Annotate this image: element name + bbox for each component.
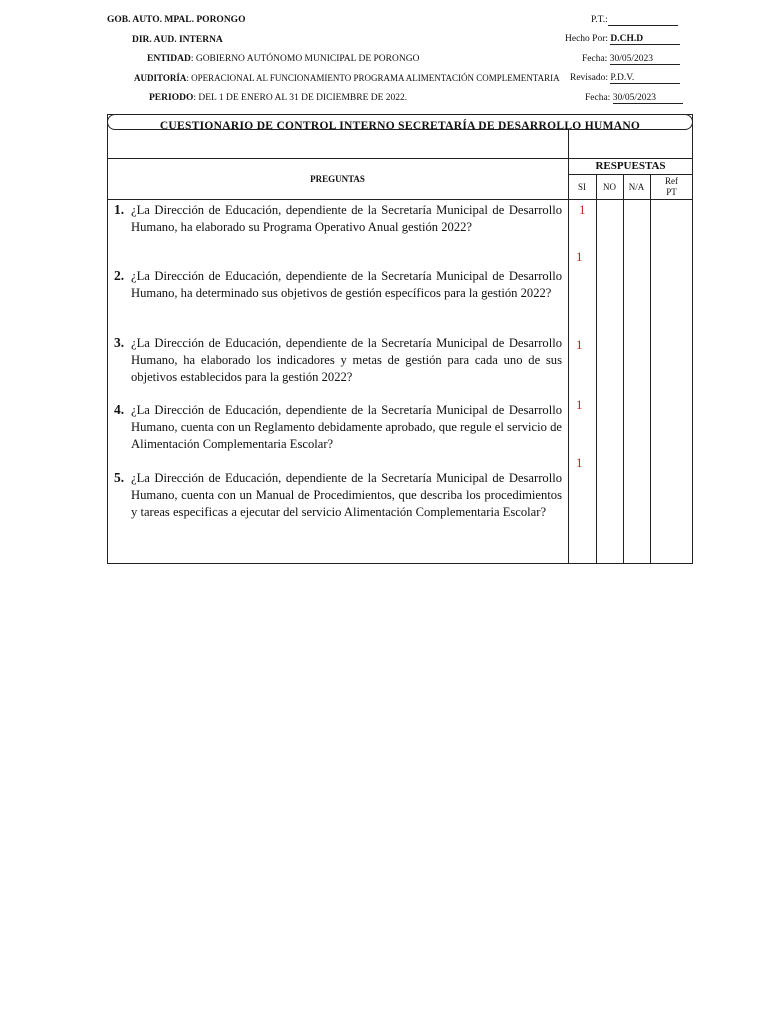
question-number: 4. — [114, 402, 125, 417]
column-divider — [623, 174, 624, 564]
table-divider — [568, 174, 693, 175]
question-text: ¿La Dirección de Educación, dependiente de la Secretaría Municipal de Desarrollo Humano, cuenta con un Manual de Procedimientos, que describa los procedimientos y tareas especificas a ejecutar del servicio Alimentación Complementaria Escolar? — [131, 471, 562, 519]
answer-si-mark: 1 — [576, 397, 583, 412]
table-title: CUESTIONARIO DE CONTROL INTERNO SECRETARÍA DE DESARROLLO HUMANO — [159, 120, 641, 132]
auditoria-line: AUDITORÍA: OPERACIONAL AL FUNCIONAMIENTO PROGRAMA ALIMENTACIÓN COMPLEMENTARIA — [134, 73, 560, 83]
question-row — [114, 402, 562, 452]
column-divider — [650, 174, 651, 564]
question-text: ¿La Dirección de Educación, dependiente de la Secretaría Municipal de Desarrollo Humano, cuenta con un Reglamento debidamente aprobado, que regule el servicio de Alimentación Complementaria Escolar? — [131, 403, 562, 451]
revisado-field: Revisado: P.D.V. — [570, 73, 680, 84]
column-divider — [596, 174, 597, 564]
periodo-line: PERIODO: DEL 1 DE ENERO AL 31 DE DICIEMBRE DE 2022. — [149, 93, 408, 103]
question-row — [114, 202, 562, 236]
col-no-header: NO — [603, 182, 616, 192]
fecha1-field: Fecha: 30/05/2023 — [582, 54, 680, 65]
question-number: 2. — [114, 268, 125, 283]
question-text: ¿La Dirección de Educación, dependiente de la Secretaría Municipal de Desarrollo Humano, ha elaborado su Programa Operativo Anual gestión 2022? — [131, 203, 562, 234]
hecho-por-field: Hecho Por: D.CH.D — [565, 34, 680, 45]
question-text: ¿La Dirección de Educación, dependiente de la Secretaría Municipal de Desarrollo Humano, ha determinado sus objetivos de gestión específicos para la gestión 2022? — [131, 269, 562, 300]
question-row — [114, 268, 562, 302]
respuestas-header: RESPUESTAS — [595, 160, 666, 172]
answer-si-mark: 1 — [576, 249, 583, 264]
col-ref-pt-header: Ref PT — [665, 176, 678, 197]
col-na-header: N/A — [628, 182, 645, 192]
pt-field: P.T.: — [591, 15, 678, 26]
col-si-header: SI — [577, 182, 586, 192]
table-divider — [107, 199, 693, 200]
column-divider — [568, 130, 569, 564]
answer-si-mark: 1 — [579, 202, 586, 217]
preguntas-header: PREGUNTAS — [310, 174, 365, 184]
dir-name: DIR. AUD. INTERNA — [132, 35, 223, 45]
question-number: 1. — [114, 202, 125, 217]
question-row — [114, 470, 562, 520]
fecha2-field: Fecha: 30/05/2023 — [585, 93, 683, 104]
entidad-line: ENTIDAD: GOBIERNO AUTÓNOMO MUNICIPAL DE PORONGO — [147, 54, 420, 64]
question-row — [114, 335, 562, 385]
answer-si-mark: 1 — [576, 455, 583, 470]
question-number: 5. — [114, 470, 125, 485]
question-number: 3. — [114, 335, 125, 350]
question-text: ¿La Dirección de Educación, dependiente de la Secretaría Municipal de Desarrollo Humano, ha elaborado los indicadores y metas de gestión para cada uno de sus objetivos establecidos para la gestión 2022? — [131, 336, 562, 384]
table-divider — [107, 158, 693, 159]
org-name: GOB. AUTO. MPAL. PORONGO — [107, 15, 246, 25]
answer-si-mark: 1 — [576, 337, 583, 352]
